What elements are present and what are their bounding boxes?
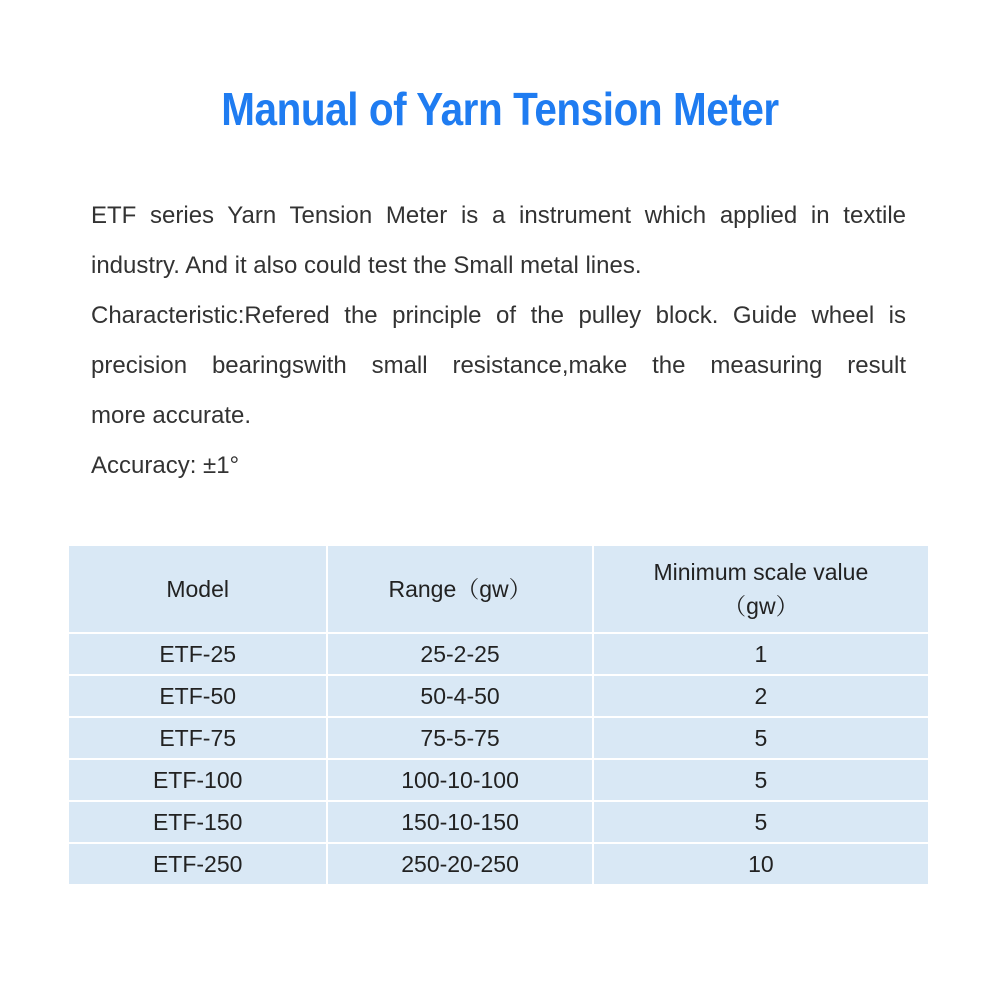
cell-min-scale: 5 — [594, 760, 928, 800]
page-title: Manual of Yarn Tension Meter — [221, 83, 779, 135]
cell-range: 150-10-150 — [328, 802, 591, 842]
cell-min-scale: 2 — [594, 676, 928, 716]
cell-model: ETF-75 — [69, 718, 326, 758]
cell-range: 250-20-250 — [328, 844, 591, 884]
cell-model: ETF-100 — [69, 760, 326, 800]
cell-model: ETF-150 — [69, 802, 326, 842]
table-header-row — [69, 546, 928, 632]
header-min-scale — [594, 546, 928, 632]
table-row — [69, 844, 928, 884]
table-row — [69, 676, 928, 716]
cell-min-scale: 10 — [594, 844, 928, 884]
cell-range: 100-10-100 — [328, 760, 591, 800]
characteristic-line: more accurate. — [91, 402, 252, 429]
characteristic-line: Characteristic:Refered the principle of the pulley block. Guide wheel is — [91, 302, 906, 329]
table-row — [69, 718, 928, 758]
cell-range: 75-5-75 — [328, 718, 591, 758]
table-row — [69, 634, 928, 674]
description-text — [91, 191, 921, 491]
table-row — [69, 760, 928, 800]
cell-min-scale: 5 — [594, 802, 928, 842]
table-row — [69, 802, 928, 842]
specification-table — [67, 544, 930, 886]
header-min-scale-unit: （gw） — [723, 593, 799, 619]
description-line: ETF series Yarn Tension Meter is a instrument which applied in textile — [91, 202, 906, 229]
header-model: Model — [69, 546, 326, 632]
cell-min-scale: 5 — [594, 718, 928, 758]
header-range: Range（gw） — [328, 546, 591, 632]
header-min-scale-label: Minimum scale value — [653, 559, 869, 585]
description-line: industry. And it also could test the Small metal lines. — [91, 252, 642, 279]
accuracy-line: Accuracy: ±1° — [91, 452, 240, 479]
cell-min-scale: 1 — [594, 634, 928, 674]
cell-model: ETF-50 — [69, 676, 326, 716]
cell-model: ETF-250 — [69, 844, 326, 884]
cell-range: 25-2-25 — [328, 634, 591, 674]
characteristic-line: precision bearingswith small resistance,make the measuring result — [91, 352, 906, 379]
cell-model: ETF-25 — [69, 634, 326, 674]
cell-range: 50-4-50 — [328, 676, 591, 716]
